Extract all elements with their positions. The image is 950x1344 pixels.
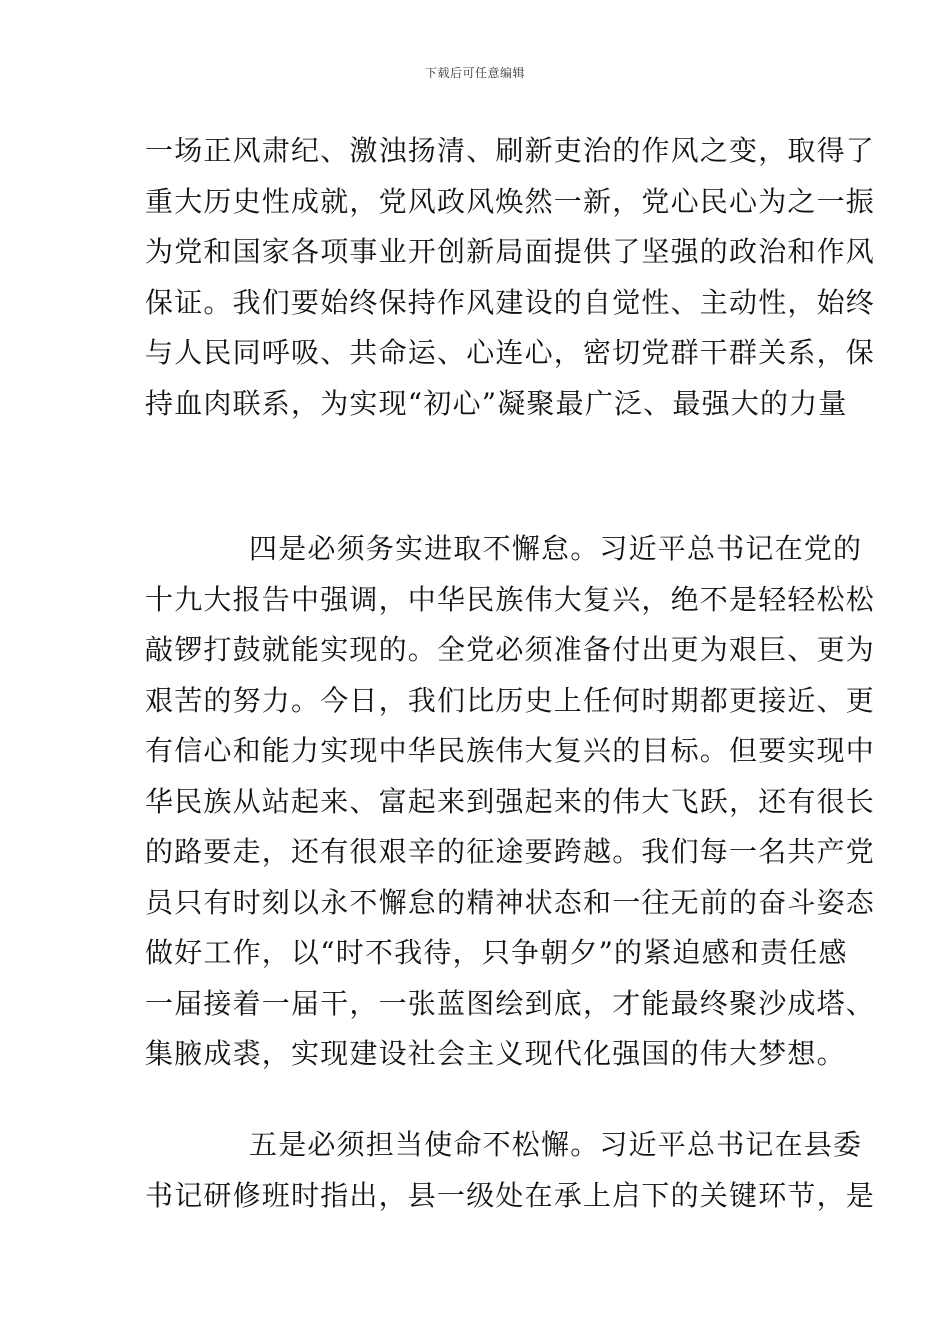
paragraph-3 <box>145 1120 876 1221</box>
paragraph-line: 艰苦的努力。今日，我们比历史上任何时期都更接近、更 <box>145 683 876 717</box>
paragraph-line: 与人民同呼吸、共命运、心连心，密切党群干群关系，保 <box>145 336 876 369</box>
paragraph-line: 集腋成裘，实现建设社会主义现代化强国的伟大梦想。 <box>145 1037 846 1070</box>
paragraph-line: 十九大报告中强调，中华民族伟大复兴，绝不是轻轻松松 <box>145 582 876 616</box>
paragraph-line: 保证。我们要始终保持作风建设的自觉性、主动性，始终 <box>145 285 876 319</box>
paragraph-line: 的路要走，还有很艰辛的征途要跨越。我们每一名共产党 <box>145 835 876 868</box>
paragraph-line: 为党和国家各项事业开创新局面提供了坚强的政治和作风 <box>145 235 876 268</box>
paragraph-line: 有信心和能力实现中华民族伟大复兴的目标。但要实现中 <box>145 734 876 767</box>
paragraph-line: 敲锣打鼓就能实现的。全党必须准备付出更为艰巨、更为 <box>145 633 876 666</box>
paragraph-line: 员只有时刻以永不懈怠的精神状态和一往无前的奋斗姿态 <box>145 885 876 919</box>
paragraph-line: 一届接着一届干，一张蓝图绘到底，才能最终聚沙成塔、 <box>145 986 876 1020</box>
paragraph-line: 重大历史性成就，党风政风焕然一新，党心民心为之一振 <box>145 184 876 218</box>
paragraph-line: 一场正风肃纪、激浊扬清、刷新吏治的作风之变，取得了 <box>145 134 876 167</box>
paragraph-1 <box>145 126 876 429</box>
paragraph-line: 华民族从站起来、富起来到强起来的伟大飞跃，还有很长 <box>145 784 876 818</box>
paragraph-line: 书记研修班时指出，县一级处在承上启下的关键环节，是 <box>145 1178 876 1212</box>
paragraph-first-line: 五是必须担当使命不松懈。习近平总书记在县委 <box>249 1128 863 1161</box>
paragraph-first-line: 四是必须务实进取不懈怠。习近平总书记在党的 <box>249 532 863 565</box>
paragraph-2 <box>145 524 876 1080</box>
paragraph-line: 持血肉联系，为实现“初心”凝聚最广泛、最强大的力量 <box>145 386 848 420</box>
paragraph-line: 做好工作，以“时不我待，只争朝夕”的紧迫感和责任感 <box>145 936 848 969</box>
page-header: 下载后可任意编辑 <box>424 66 525 80</box>
